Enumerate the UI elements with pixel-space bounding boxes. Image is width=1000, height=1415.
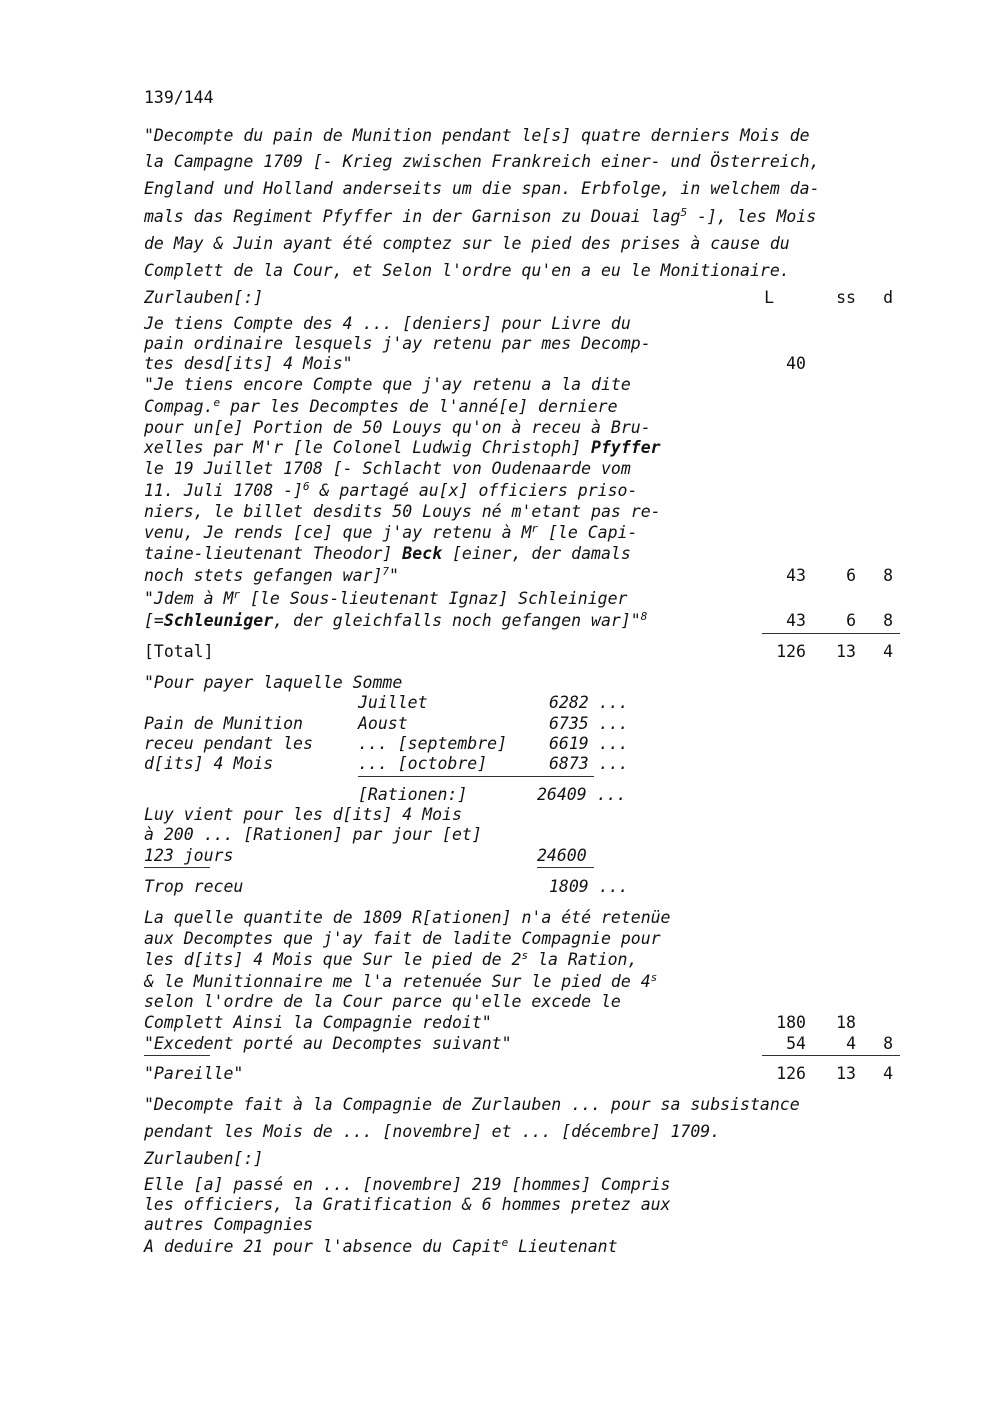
- entry2-line-4-a: xelles par M'r [le Colonel Ludwig Christoph]: [144, 438, 592, 457]
- month-name: Juillet: [358, 693, 428, 712]
- entry2-line-5: le 19 Juillet 1708 [- Schlacht von Oudenaarde vom: [144, 459, 631, 478]
- total-rule-1: [762, 633, 900, 634]
- col-header-l: L: [764, 288, 774, 307]
- quelle-line-5: selon l'ordre de la Cour parce qu'elle excede le: [144, 992, 621, 1011]
- entry2-line-9-b: [einer, der damals: [442, 544, 631, 563]
- entry2-d: 8: [883, 566, 893, 585]
- entry3-line-2-a: [=: [144, 611, 164, 630]
- decompte2-line-1: "Decompte fait à la Compagnie de Zurlauben ... pour sa subsistance: [144, 1095, 800, 1114]
- entry3-line-1-a: "Jdem à M: [144, 589, 234, 608]
- luy-rule-right: [537, 867, 594, 868]
- month-value: 6619 ...: [549, 734, 629, 753]
- zurlauben-heading-1: Zurlauben[:]: [144, 288, 264, 307]
- excedent-d: 8: [883, 1034, 893, 1053]
- total-label: [Total]: [144, 642, 214, 661]
- quelle-line-1: La quelle quantite de 1809 R[ationen] n'a été retenüe: [144, 908, 671, 927]
- col-header-d: d: [883, 288, 893, 307]
- intro-line-4-a: mals das Regiment Pfyffer in der Garnison zu Douai lag: [144, 207, 681, 226]
- intro-line-3: England und Holland anderseits um die span. Erbfolge, in welchem da-: [144, 179, 820, 198]
- entry1-line-3: tes desd[its] 4 Mois": [144, 354, 353, 373]
- rationen-value: 26409 ...: [537, 785, 627, 804]
- intro-line-4-b: -], les Mois: [687, 207, 817, 226]
- col-header-ss: ss: [836, 288, 856, 307]
- payment-left-3: d[its] 4 Mois: [144, 754, 274, 773]
- payment-left-2: receu pendant les: [144, 734, 313, 753]
- footnote-5: 5: [680, 206, 688, 219]
- entry2-line-7: niers, le billet desdits 50 Louys né m'etant pas re-: [144, 502, 661, 521]
- entry3-ss: 6: [846, 611, 856, 630]
- excedent-ss: 4: [846, 1034, 856, 1053]
- month-value: 6282 ...: [549, 693, 629, 712]
- payment-intro: "Pour payer laquelle Somme: [144, 673, 403, 692]
- entry1-line-2: pain ordinaire lesquels j'ay retenu par mes Decomp-: [144, 334, 651, 353]
- redoit-l: 180: [776, 1013, 806, 1032]
- entry2-line-6-a: 11. Juli 1708 -]: [144, 481, 303, 500]
- name-schleuniger: Schleuniger: [163, 611, 274, 630]
- entry1-line-1: Je tiens Compte des 4 ... [deniers] pour Livre du: [144, 314, 631, 333]
- entry2-sup-r: r: [531, 522, 539, 535]
- entry2-line-8: [144, 523, 637, 543]
- total-rule-2: [762, 1055, 900, 1056]
- entry2-line-6-b: & partagé au[x] officiers priso-: [309, 481, 638, 500]
- entry3-d: 8: [883, 611, 893, 630]
- rationen-label: [Rationen:]: [358, 785, 468, 804]
- footnote-7: 7: [382, 565, 390, 578]
- luy-line-2: à 200 ... [Rationen] par jour [et]: [144, 825, 482, 844]
- entry3-line-1: [144, 589, 627, 609]
- intro-line-2: la Campagne 1709 [- Krieg zwischen Frankreich einer- und Österreich,: [144, 152, 820, 171]
- decompte2-line-2: pendant les Mois de ... [novembre] et ... [décembre] 1709.: [144, 1122, 721, 1141]
- footnote-8: 8: [640, 610, 648, 623]
- pareille-d: 4: [883, 1064, 893, 1083]
- payment-left-1: Pain de Munition: [144, 714, 303, 733]
- entry2-ss: 6: [846, 566, 856, 585]
- entry2-line-4: [144, 438, 661, 458]
- quelle-line-3: [144, 950, 637, 970]
- entry3-line-2: [144, 611, 647, 631]
- entry2-line-9-a: taine-lieutenant Theodor]: [144, 544, 403, 563]
- luy-value: 24600: [537, 846, 587, 865]
- entry2-line-1: "Je tiens encore Compte que j'ay retenu a la dite: [144, 375, 631, 394]
- name-beck: Beck: [402, 544, 443, 563]
- excedent-l: 54: [786, 1034, 806, 1053]
- months-rule: [358, 776, 594, 777]
- intro-line-4: [144, 207, 816, 227]
- intro-line-6: Complett de la Cour, et Selon l'ordre qu'en a eu le Monitionaire.: [144, 261, 790, 280]
- quelle-line-2: aux Decomptes que j'ay fait de ladite Compagnie pour: [144, 929, 661, 948]
- pareille-l: 126: [776, 1064, 806, 1083]
- quelle-line-3-b: la Ration,: [528, 950, 638, 969]
- intro-line-5: de May & Juin ayant été comptez sur le pied des prises à cause du: [144, 234, 790, 253]
- month-name: ... [octobre]: [358, 754, 488, 773]
- entry2-line-10-b: ": [389, 566, 399, 585]
- entry2-line-8-a: venu, Je rends [ce] que j'ay retenu à M: [144, 523, 532, 542]
- luy-line-3: 123 jours: [144, 846, 234, 865]
- entry3-l: 43: [786, 611, 806, 630]
- month-value: 6873 ...: [549, 754, 629, 773]
- total1-l: 126: [776, 642, 806, 661]
- entry2-sup-e: e: [213, 396, 221, 409]
- entry3-sup-r: r: [233, 588, 241, 601]
- entry2-line-3: pour un[e] Portion de 50 Louys qu'on à receu à Bru-: [144, 418, 651, 437]
- name-pfyffer: Pfyffer: [591, 438, 661, 457]
- page-number: 139/144: [144, 88, 214, 107]
- pareille-ss: 13: [836, 1064, 856, 1083]
- entry2-line-6: [144, 481, 637, 501]
- entry2-line-2-b: par les Decomptes de l'anné[e] derniere: [220, 397, 618, 416]
- quelle-line-4: [144, 972, 657, 992]
- entry3-line-1-b: [le Sous-lieutenant Ignaz] Schleiniger: [240, 589, 628, 608]
- entry2-l: 43: [786, 566, 806, 585]
- entry2-line-2-a: Compag.: [144, 397, 214, 416]
- total1-d: 4: [883, 642, 893, 661]
- entry2-line-2: [144, 397, 618, 417]
- luy-line-1: Luy vient pour les d[its] 4 Mois: [144, 805, 462, 824]
- entry3-line-2-b: , der gleichfalls noch gefangen war]": [273, 611, 641, 630]
- excedent-rule-left: [144, 1055, 210, 1056]
- intro-line-1: "Decompte du pain de Munition pendant le[s] quatre derniers Mois de: [144, 126, 810, 145]
- entry2-line-9: [144, 544, 631, 564]
- decompte2-entry-4-a: A deduire 21 pour l'absence du Capit: [144, 1237, 502, 1256]
- zurlauben-heading-2: Zurlauben[:]: [144, 1149, 264, 1168]
- trop-value: 1809 ...: [549, 877, 629, 896]
- decompte2-entry-2: les officiers, la Gratification & 6 hommes pretez aux: [144, 1195, 671, 1214]
- footnote-6: 6: [302, 480, 310, 493]
- quelle-sup-s1: s: [521, 949, 529, 962]
- entry2-line-10: [144, 566, 399, 586]
- entry1-l: 40: [786, 354, 806, 373]
- quelle-line-7: "Excedent porté au Decomptes suivant": [144, 1034, 512, 1053]
- decompte2-entry-4-b: Lieutenant: [508, 1237, 618, 1256]
- quelle-line-4-a: & le Munitionnaire me l'a retenuée Sur le pied de 4: [144, 972, 651, 991]
- month-name: ... [septembre]: [358, 734, 508, 753]
- decompte2-entry-4: [144, 1237, 618, 1257]
- entry2-line-10-a: noch stets gefangen war]: [144, 566, 383, 585]
- redoit-ss: 18: [836, 1013, 856, 1032]
- quelle-sup-s2: s: [650, 971, 658, 984]
- quelle-line-6: Complett Ainsi la Compagnie redoit": [144, 1013, 492, 1032]
- entry2-line-8-b: [le Capi-: [538, 523, 638, 542]
- month-name: Aoust: [358, 714, 408, 733]
- month-value: 6735 ...: [549, 714, 629, 733]
- decompte2-entry-3: autres Compagnies: [144, 1215, 313, 1234]
- decompte2-entry-1: Elle [a] passé en ... [novembre] 219 [hommes] Compris: [144, 1175, 671, 1194]
- pareille-label: "Pareille": [144, 1064, 244, 1083]
- trop-label: Trop receu: [144, 877, 244, 896]
- quelle-line-3-a: les d[its] 4 Mois que Sur le pied de 2: [144, 950, 522, 969]
- luy-rule-left: [144, 867, 210, 868]
- decompte2-sup-e: e: [501, 1236, 509, 1249]
- total1-ss: 13: [836, 642, 856, 661]
